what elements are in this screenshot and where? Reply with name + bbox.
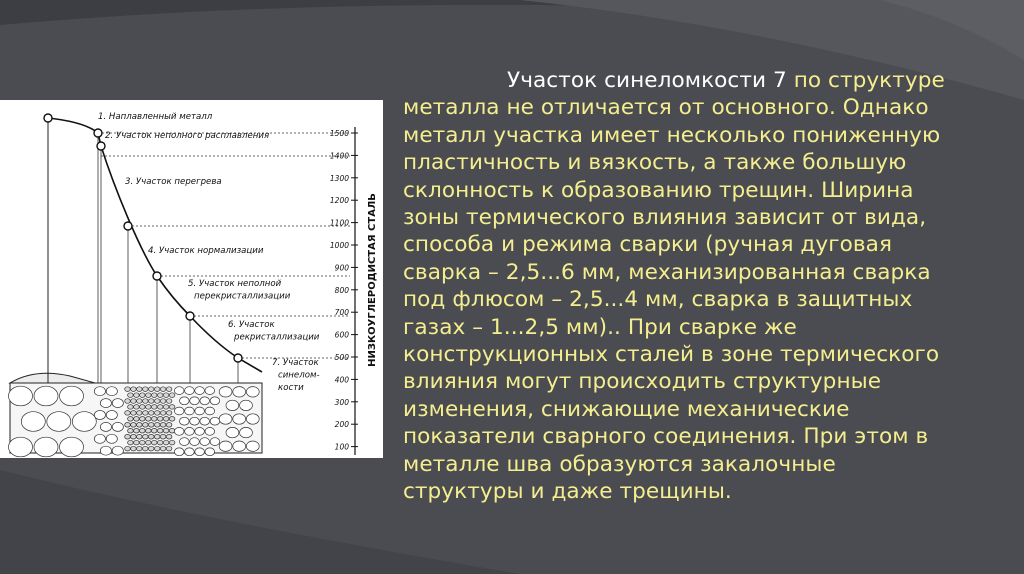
grain bbox=[112, 422, 123, 431]
grain bbox=[205, 448, 215, 456]
zone-label: 1. Наплавленный металл bbox=[98, 112, 213, 122]
grain bbox=[185, 428, 195, 436]
grain bbox=[146, 393, 152, 398]
grain bbox=[131, 446, 137, 451]
grain bbox=[157, 405, 163, 410]
grain bbox=[200, 417, 210, 425]
zone-label: 3. Участок перегрева bbox=[125, 177, 222, 187]
grain bbox=[169, 393, 175, 398]
zone-point bbox=[97, 142, 105, 150]
grain bbox=[169, 428, 175, 433]
grain bbox=[106, 411, 117, 420]
text-line bbox=[403, 94, 1015, 121]
text-line bbox=[403, 314, 1015, 341]
text-segment: Участок синеломкости 7 bbox=[507, 68, 794, 93]
zone-label: рекристаллизации bbox=[234, 332, 320, 343]
grain bbox=[174, 407, 184, 415]
grain bbox=[112, 399, 123, 408]
grain bbox=[143, 446, 149, 451]
grain bbox=[146, 428, 152, 433]
grain bbox=[112, 446, 123, 455]
grain bbox=[233, 387, 246, 397]
grain bbox=[166, 434, 172, 439]
grain bbox=[160, 399, 166, 404]
grain bbox=[137, 446, 143, 451]
zone-point bbox=[94, 129, 102, 137]
grain bbox=[125, 411, 131, 416]
grain bbox=[143, 423, 149, 428]
grain bbox=[163, 428, 169, 433]
grain bbox=[106, 434, 117, 443]
grain bbox=[151, 417, 157, 422]
text-line bbox=[403, 204, 1015, 231]
grain bbox=[160, 387, 166, 392]
grain bbox=[151, 405, 157, 410]
grain bbox=[233, 441, 246, 451]
text-line bbox=[403, 177, 1015, 204]
grain bbox=[137, 411, 143, 416]
text-segment: показатели сварного соединения. При этом в bbox=[403, 424, 929, 450]
grain bbox=[106, 387, 117, 396]
grain bbox=[219, 414, 232, 424]
text-line bbox=[403, 286, 1015, 313]
text-line bbox=[403, 231, 1015, 258]
grain bbox=[140, 428, 146, 433]
grain bbox=[128, 428, 134, 433]
grain bbox=[72, 412, 96, 432]
grain bbox=[185, 448, 195, 456]
grain bbox=[200, 397, 210, 405]
grain bbox=[125, 434, 131, 439]
zone-label: 4. Участок нормализации bbox=[148, 246, 264, 256]
text-segment: по структуре bbox=[793, 68, 945, 93]
grain bbox=[9, 386, 33, 406]
slide-body-text bbox=[403, 67, 1015, 506]
grain bbox=[94, 411, 105, 420]
grain bbox=[240, 427, 253, 437]
grain bbox=[140, 393, 146, 398]
text-segment: газах – 1...2,5 мм).. При сварке же bbox=[403, 314, 797, 340]
grain bbox=[205, 407, 215, 415]
grain bbox=[100, 399, 111, 408]
axis-label: НИЗКОУГЛЕРОДИСТАЯ СТАЛЬ bbox=[367, 193, 378, 367]
text-segment: конструкционных сталей в зоне термического bbox=[403, 342, 940, 368]
grain bbox=[128, 417, 134, 422]
grain bbox=[210, 438, 220, 446]
grain bbox=[137, 399, 143, 404]
text-segment: металл участка имеет несколько пониженную bbox=[403, 122, 941, 148]
weld-surface bbox=[10, 373, 95, 383]
grain bbox=[233, 414, 246, 424]
grain bbox=[157, 393, 163, 398]
temperature-tick-label: 600 bbox=[334, 330, 349, 340]
grain bbox=[94, 387, 105, 396]
grain bbox=[195, 448, 205, 456]
grain bbox=[166, 387, 172, 392]
temperature-tick-label: 300 bbox=[334, 397, 349, 407]
grain bbox=[154, 411, 160, 416]
grain bbox=[190, 397, 200, 405]
grain bbox=[163, 417, 169, 422]
grain bbox=[148, 434, 154, 439]
grain bbox=[154, 387, 160, 392]
grain bbox=[148, 411, 154, 416]
grain bbox=[210, 417, 220, 425]
zone-label: 2. Участок неполного расплавления bbox=[105, 131, 270, 141]
grain bbox=[180, 397, 190, 405]
grain bbox=[246, 387, 259, 397]
text-segment: зоны термического влияния зависит от вида, bbox=[403, 205, 927, 231]
grain bbox=[190, 417, 200, 425]
grain bbox=[131, 423, 137, 428]
grain bbox=[125, 446, 131, 451]
zone-label: кости bbox=[278, 383, 304, 393]
grain bbox=[131, 387, 137, 392]
grain bbox=[219, 441, 232, 451]
text-segment: пластичность и вязкость, а также большую bbox=[403, 150, 907, 176]
grain bbox=[134, 440, 140, 445]
text-segment: способа и режима сварки (ручная дуговая bbox=[403, 232, 892, 258]
grain bbox=[219, 387, 232, 397]
grain bbox=[185, 407, 195, 415]
grain bbox=[143, 399, 149, 404]
temperature-tick-label: 1200 bbox=[329, 196, 349, 206]
grain bbox=[166, 423, 172, 428]
grain bbox=[195, 407, 205, 415]
grain bbox=[148, 399, 154, 404]
grain bbox=[157, 417, 163, 422]
text-segment: сварка – 2,5...6 мм, механизированная сварка bbox=[403, 259, 931, 285]
grain bbox=[148, 387, 154, 392]
grain bbox=[166, 411, 172, 416]
grain bbox=[60, 386, 84, 406]
grain bbox=[151, 428, 157, 433]
zone-point bbox=[234, 354, 242, 362]
temperature-tick-label: 900 bbox=[334, 263, 349, 273]
grain bbox=[210, 397, 220, 405]
grain bbox=[174, 387, 184, 395]
temperature-tick-label: 1500 bbox=[329, 129, 349, 138]
grain bbox=[226, 427, 239, 437]
text-line bbox=[403, 341, 1015, 368]
grain bbox=[128, 393, 134, 398]
grain bbox=[174, 428, 184, 436]
grain bbox=[34, 437, 58, 457]
zone-label: 6. Участок bbox=[228, 320, 275, 330]
text-line bbox=[403, 259, 1015, 286]
grain bbox=[195, 387, 205, 395]
grain bbox=[131, 411, 137, 416]
text-line bbox=[403, 423, 1015, 450]
zone-point bbox=[124, 222, 132, 230]
temperature-tick-label: 500 bbox=[334, 353, 349, 362]
text-line bbox=[403, 67, 1015, 94]
grain bbox=[180, 417, 190, 425]
temperature-tick-label: 1100 bbox=[329, 218, 349, 228]
grain bbox=[9, 437, 33, 457]
grain bbox=[146, 440, 152, 445]
grain bbox=[185, 387, 195, 395]
grain bbox=[143, 434, 149, 439]
grain bbox=[125, 423, 131, 428]
grain bbox=[60, 437, 84, 457]
grain bbox=[166, 446, 172, 451]
grain bbox=[21, 412, 45, 432]
grain bbox=[226, 400, 239, 410]
text-line bbox=[403, 122, 1015, 149]
grain bbox=[190, 438, 200, 446]
grain bbox=[246, 441, 259, 451]
grain bbox=[160, 423, 166, 428]
text-line bbox=[403, 368, 1015, 395]
welding-zone-diagram bbox=[0, 100, 383, 458]
grain bbox=[137, 387, 143, 392]
text-segment: изменения, снижающие механические bbox=[403, 396, 850, 422]
grain bbox=[163, 393, 169, 398]
grain bbox=[195, 428, 205, 436]
grain bbox=[151, 440, 157, 445]
grain bbox=[143, 411, 149, 416]
temperature-tick-label: 400 bbox=[334, 375, 349, 385]
grain bbox=[148, 446, 154, 451]
grain bbox=[163, 405, 169, 410]
grain bbox=[47, 412, 71, 432]
temperature-tick-label: 200 bbox=[334, 420, 349, 430]
grain bbox=[154, 399, 160, 404]
grain bbox=[140, 417, 146, 422]
grain bbox=[128, 440, 134, 445]
grain bbox=[137, 423, 143, 428]
temperature-tick-label: 800 bbox=[334, 285, 349, 295]
grain bbox=[169, 405, 175, 410]
grain bbox=[205, 428, 215, 436]
grain bbox=[157, 428, 163, 433]
grain bbox=[146, 417, 152, 422]
text-segment: влияния могут происходить структурные bbox=[403, 369, 882, 395]
text-segment: под флюсом – 2,5...4 мм, сварка в защитных bbox=[403, 287, 913, 313]
grain bbox=[134, 393, 140, 398]
temperature-tick-label: 700 bbox=[334, 308, 349, 318]
grain bbox=[140, 440, 146, 445]
text-segment: склонность к образованию трещин. Ширина bbox=[403, 177, 914, 203]
text-line bbox=[403, 149, 1015, 176]
grain bbox=[134, 417, 140, 422]
grain bbox=[134, 405, 140, 410]
temperature-tick-label: 1400 bbox=[329, 151, 349, 161]
grain bbox=[148, 423, 154, 428]
grain bbox=[166, 399, 172, 404]
grain bbox=[154, 423, 160, 428]
grain bbox=[125, 399, 131, 404]
zone-label: 5. Участок неполной bbox=[188, 279, 282, 289]
grain bbox=[157, 440, 163, 445]
grain bbox=[131, 434, 137, 439]
grain bbox=[180, 438, 190, 446]
grain bbox=[34, 386, 58, 406]
grain bbox=[163, 440, 169, 445]
grain bbox=[205, 387, 215, 395]
zone-point bbox=[186, 312, 194, 320]
grain bbox=[128, 405, 134, 410]
grain bbox=[174, 448, 184, 456]
grain bbox=[131, 399, 137, 404]
heat-affected-zone-figure bbox=[0, 100, 383, 458]
grain bbox=[100, 446, 111, 455]
grain bbox=[134, 428, 140, 433]
grain bbox=[246, 414, 259, 424]
zone-label: перекристаллизации bbox=[194, 291, 291, 302]
zone-point bbox=[153, 272, 161, 280]
grain bbox=[154, 434, 160, 439]
grain bbox=[169, 440, 175, 445]
grain bbox=[154, 446, 160, 451]
grain bbox=[151, 393, 157, 398]
grain bbox=[160, 411, 166, 416]
text-segment: металле шва образуются закалочные bbox=[403, 451, 836, 477]
grain bbox=[100, 422, 111, 431]
text-segment: металла не отличается от основного. Однако bbox=[403, 95, 929, 121]
grain bbox=[94, 434, 105, 443]
zone-point bbox=[44, 114, 52, 122]
text-line bbox=[403, 396, 1015, 423]
zone-label: 7. Участок bbox=[272, 358, 319, 368]
grain bbox=[200, 438, 210, 446]
zone-label: синелом- bbox=[278, 370, 320, 381]
grain bbox=[137, 434, 143, 439]
grain bbox=[140, 405, 146, 410]
temperature-tick-label: 100 bbox=[334, 442, 349, 452]
grain bbox=[160, 434, 166, 439]
temperature-tick-label: 1000 bbox=[329, 241, 349, 250]
grain bbox=[146, 405, 152, 410]
grain bbox=[160, 446, 166, 451]
grain bbox=[169, 417, 175, 422]
grain bbox=[125, 387, 131, 392]
grain bbox=[240, 400, 253, 410]
temperature-tick-label: 1300 bbox=[329, 173, 349, 183]
text-line bbox=[403, 451, 1015, 478]
text-segment: структуры и даже трещины. bbox=[403, 479, 732, 505]
text-line bbox=[403, 478, 1015, 505]
grain bbox=[143, 387, 149, 392]
